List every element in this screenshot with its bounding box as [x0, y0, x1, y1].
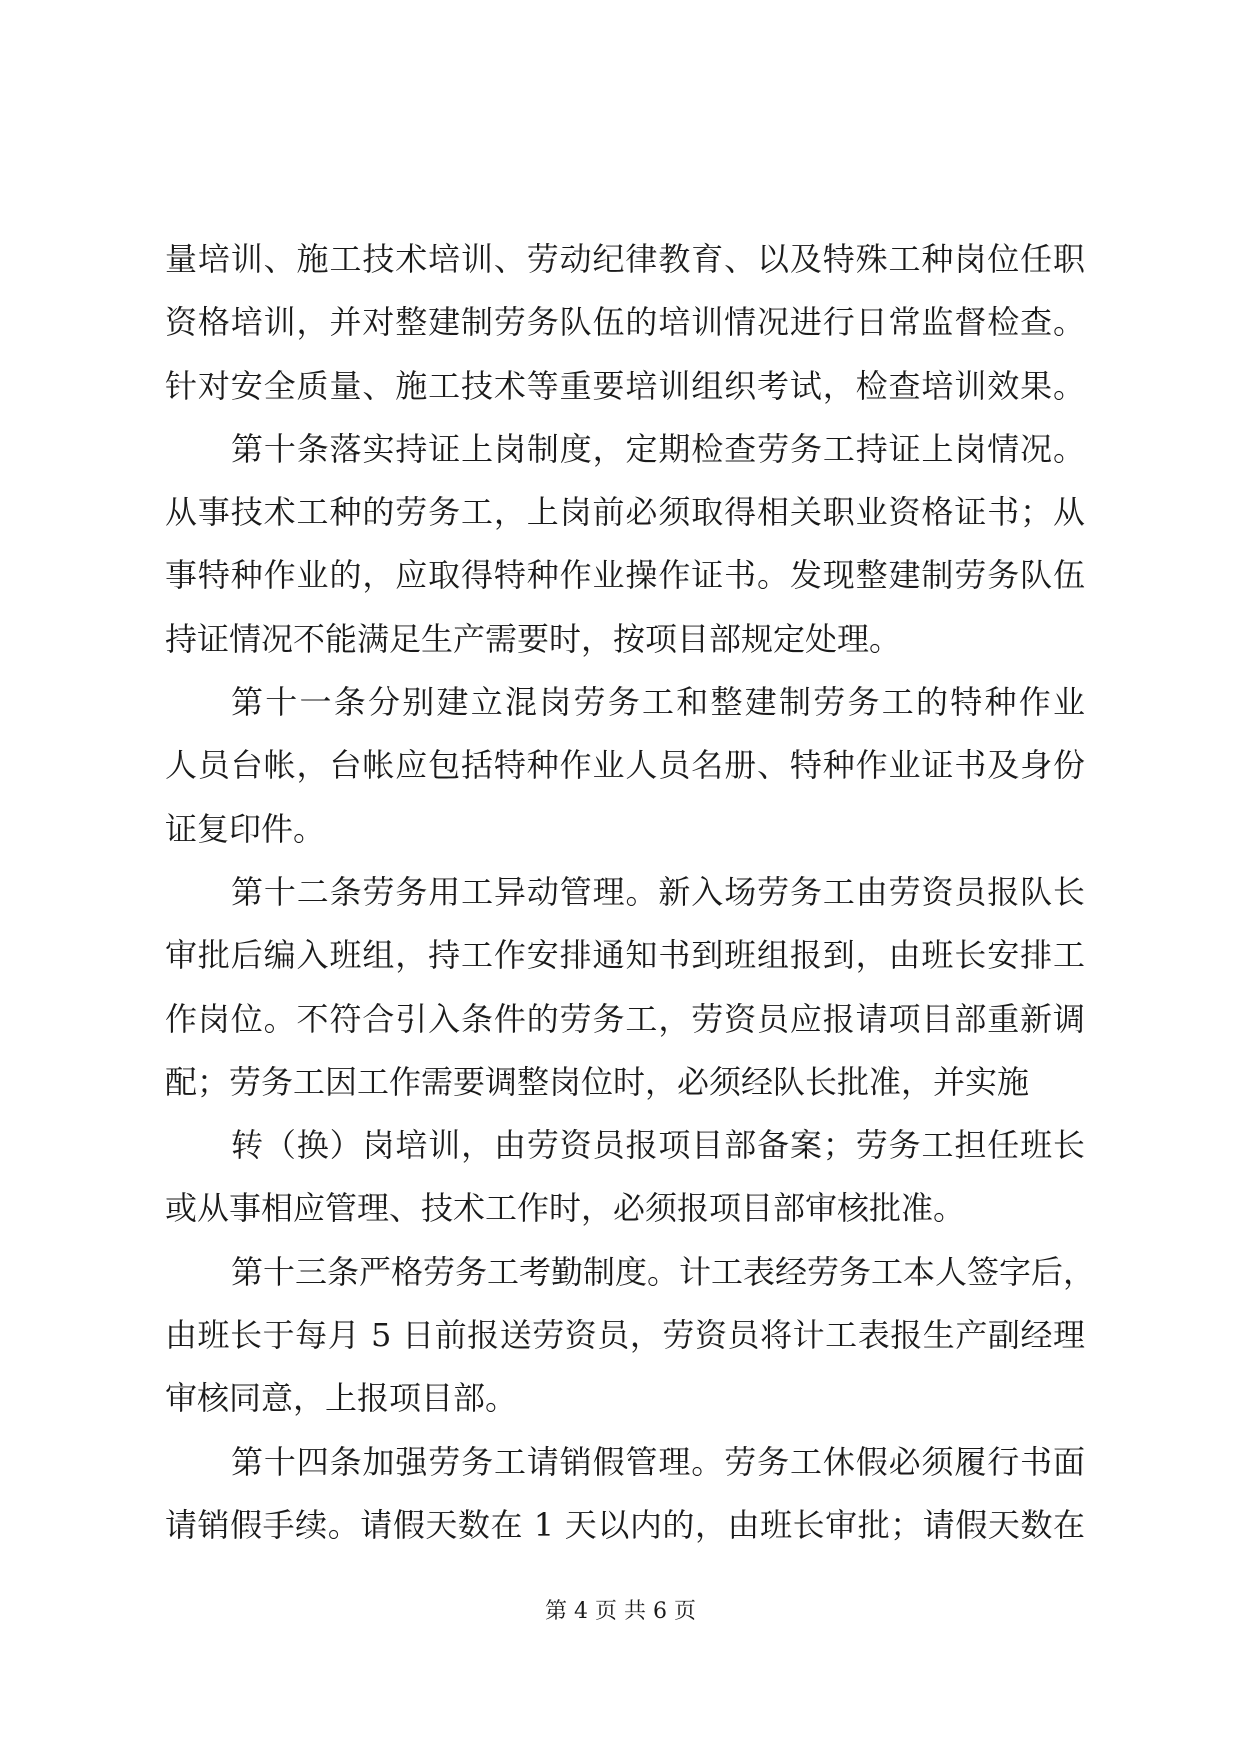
- text-line: 或从事相应管理、技术工作时，必须报项目部审核批准。: [165, 1189, 966, 1228]
- text-line: 审核同意，上报项目部。: [165, 1379, 518, 1418]
- text-line: 作岗位。不符合引入条件的劳务工，劳资员应报请项目部重新调: [165, 999, 1085, 1038]
- text-line: 第十四条加强劳务工请销假管理。劳务工休假必须履行书面: [231, 1442, 1085, 1481]
- text-line: 第十二条劳务用工异动管理。新入场劳务工由劳资员报队长: [231, 872, 1085, 911]
- text-line: 人员台帐，台帐应包括特种作业人员名册、特种作业证书及身份: [165, 746, 1085, 785]
- body-text: [165, 228, 1096, 1557]
- text-line: 资格培训，并对整建制劳务队伍的培训情况进行日常监督检查。: [165, 303, 1085, 342]
- text-line: 持证情况不能满足生产需要时，按项目部规定处理。: [165, 619, 902, 658]
- text-line: 由班长于每月 5 日前报送劳资员，劳资员将计工表报生产副经理: [165, 1316, 1085, 1355]
- text-line: 第十三条严格劳务工考勤制度。计工表经劳务工本人签字后，: [231, 1252, 1096, 1291]
- text-line: 针对安全质量、施工技术等重要培训组织考试，检查培训效果。: [165, 366, 1085, 405]
- page-footer: 第 4 页 共 6 页: [545, 1599, 696, 1624]
- text-line: 从事技术工种的劳务工，上岗前必须取得相关职业资格证书；从: [165, 493, 1085, 532]
- text-line: 证复印件。: [165, 809, 326, 848]
- text-line: 事特种作业的，应取得特种作业操作证书。发现整建制劳务队伍: [165, 556, 1085, 595]
- text-line: 审批后编入班组，持工作安排通知书到班组报到，由班长安排工: [165, 936, 1085, 975]
- text-line: 配；劳务工因工作需要调整岗位时，必须经队长批准，并实施: [165, 1062, 1030, 1101]
- text-line: 量培训、施工技术培训、劳动纪律教育、以及特殊工种岗位任职: [165, 240, 1085, 278]
- text-line: 第十条落实持证上岗制度，定期检查劳务工持证上岗情况。: [231, 429, 1085, 468]
- text-line: 转（换）岗培训，由劳资员报项目部备案；劳务工担任班长: [231, 1126, 1085, 1165]
- text-line: 第十一条分别建立混岗劳务工和整建制劳务工的特种作业: [231, 683, 1085, 722]
- text-line: 请销假手续。请假天数在 1 天以内的，由班长审批；请假天数在: [165, 1505, 1085, 1544]
